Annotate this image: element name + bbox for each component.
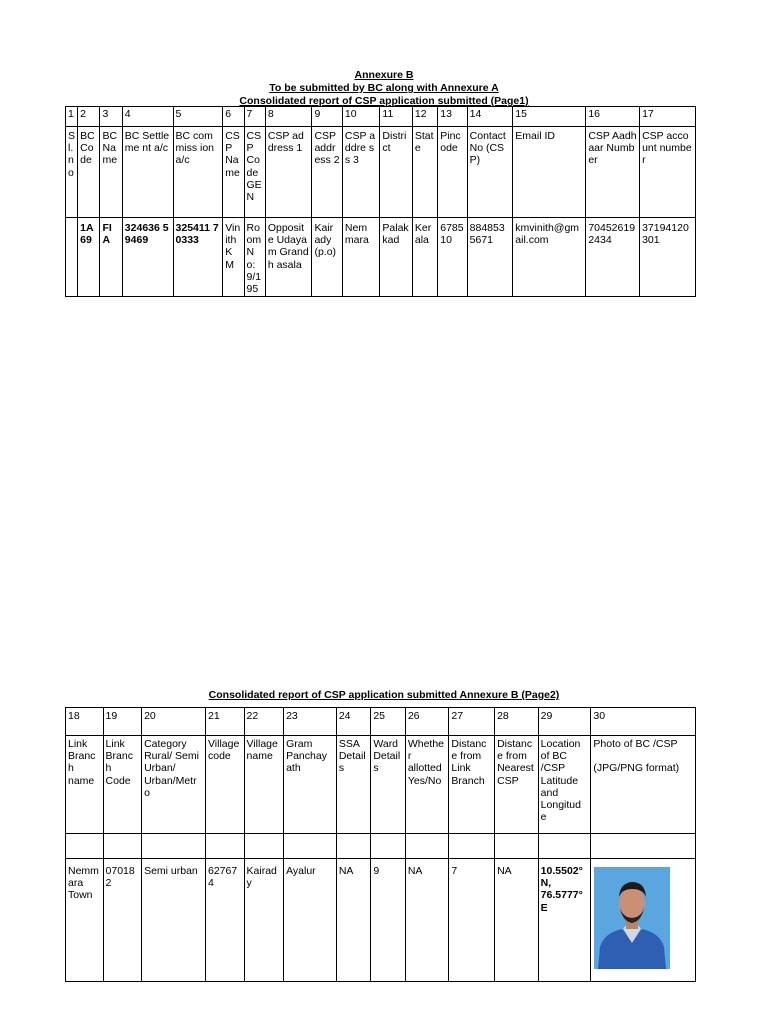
column-number: 8 [265, 107, 312, 127]
column-number: 20 [142, 708, 206, 736]
empty-cell [538, 834, 591, 859]
cell-distance-link-branch: 7 [449, 859, 495, 982]
header-row [66, 736, 696, 834]
header-category: Category Rural/ Semi Urban/ Urban/Metr o [142, 736, 206, 834]
csp-report-table-page2 [65, 707, 696, 982]
column-number: 10 [342, 107, 380, 127]
empty-cell [449, 834, 495, 859]
column-number-row [66, 107, 696, 127]
header-pincode: Pinc ode [438, 127, 467, 218]
cell-contact-no: 884853 5671 [467, 218, 513, 297]
cell-whether-allotted: NA [405, 859, 449, 982]
cell-csp-code: Ro om No: 9/1 95 [244, 218, 265, 297]
cell-gram-panchayath: Ayalur [284, 859, 337, 982]
header-csp-address-2: CSP addr ess 2 [312, 127, 342, 218]
column-number: 24 [336, 708, 370, 736]
header-state: Stat e [412, 127, 437, 218]
cell-bc-name: FI A [100, 218, 122, 297]
cell-link-branch-code: 07018 2 [103, 859, 142, 982]
person-portrait-icon [594, 867, 670, 969]
column-number: 19 [103, 708, 142, 736]
empty-cell [244, 834, 284, 859]
column-number: 5 [173, 107, 223, 127]
column-number: 23 [284, 708, 337, 736]
page1-report-title: Consolidated report of CSP application submitted (Page1) [239, 95, 529, 107]
column-number: 30 [591, 708, 696, 736]
column-number: 12 [412, 107, 437, 127]
column-number: 17 [640, 107, 696, 127]
header-photo [591, 736, 696, 834]
empty-cell [591, 834, 696, 859]
empty-cell [66, 834, 104, 859]
column-number: 2 [78, 107, 100, 127]
column-number: 18 [66, 708, 104, 736]
header-village-name: Village name [244, 736, 284, 834]
cell-csp-name: Vin ith K M [223, 218, 244, 297]
column-number: 9 [312, 107, 342, 127]
photo-format-note: (JPG/PNG format) [593, 762, 680, 775]
column-number: 4 [122, 107, 173, 127]
cell-distance-nearest-csp: NA [495, 859, 539, 982]
header-csp-name: CS P Na me [223, 127, 244, 218]
column-number: 11 [380, 107, 412, 127]
annexure-subtitle: To be submitted by BC along with Annexure A [269, 82, 499, 94]
annexure-title: Annexure B [354, 69, 414, 81]
empty-cell [336, 834, 370, 859]
cell-bc-commission-ac: 325411 70333 [173, 218, 223, 297]
bc-csp-photo [594, 867, 670, 969]
header-contact-no: Contact No (CSP) [467, 127, 513, 218]
header-bc-code: BC Co de [78, 127, 100, 218]
column-number: 3 [100, 107, 122, 127]
header-district: Distri ct [380, 127, 412, 218]
header-aadhaar-number: CSP Aadhaar Number [586, 127, 640, 218]
csp-report-table-page1 [65, 106, 696, 297]
cell-village-name: Kairad y [244, 859, 284, 982]
header-link-branch-code: Link Branc h Code [103, 736, 142, 834]
cell-photo [591, 859, 696, 982]
column-number: 7 [244, 107, 265, 127]
column-number: 28 [495, 708, 539, 736]
header-csp-address-3: CSP addre ss 3 [342, 127, 380, 218]
cell-sl-no [66, 218, 78, 297]
header-village-code: Village code [205, 736, 244, 834]
header-ward-details: Ward Detail s [371, 736, 405, 834]
column-number: 14 [467, 107, 513, 127]
column-number: 13 [438, 107, 467, 127]
column-number: 16 [586, 107, 640, 127]
column-number: 6 [223, 107, 244, 127]
header-whether-allotted: Whethe r allotted Yes/No [405, 736, 449, 834]
cell-village-code: 62767 4 [205, 859, 244, 982]
empty-cell [103, 834, 142, 859]
column-number: 25 [371, 708, 405, 736]
header-distance-nearest-csp: Distanc e from Nearest CSP [495, 736, 539, 834]
cell-email-id: kmvinith@gm ail.com [513, 218, 586, 297]
empty-cell [205, 834, 244, 859]
cell-csp-address-1: Opposit e Udayam Grandh asala [265, 218, 312, 297]
header-bc-settlement-ac: BC Settleme nt a/c [122, 127, 173, 218]
table-row [66, 859, 696, 982]
page2-report-title: Consolidated report of CSP application submitted Annexure B (Page2) [208, 689, 560, 701]
cell-ssa-details: NA [336, 859, 370, 982]
header-link-branch-name: Link Branch name [66, 736, 104, 834]
empty-cell [142, 834, 206, 859]
cell-state: Ker ala [412, 218, 437, 297]
column-number: 1 [66, 107, 78, 127]
header-location: Location of BC /CSP Latitude and Longitud e [538, 736, 591, 834]
column-number-row [66, 708, 696, 736]
empty-cell [495, 834, 539, 859]
header-bc-name: BC Na me [100, 127, 122, 218]
column-number: 21 [205, 708, 244, 736]
cell-account-number: 37194120 301 [640, 218, 696, 297]
cell-bc-settlement-ac: 324636 59469 [122, 218, 173, 297]
header-row [66, 127, 696, 218]
empty-cell [405, 834, 449, 859]
header-photo-label: Photo of BC /CSP [593, 738, 678, 750]
cell-ward-details: 9 [371, 859, 405, 982]
column-number: 29 [538, 708, 591, 736]
cell-category: Semi urban [142, 859, 206, 982]
cell-district: Palak kad [380, 218, 412, 297]
header-ssa-details: SSA Detail s [336, 736, 370, 834]
cell-pincode: 6785 10 [438, 218, 467, 297]
column-number: 15 [513, 107, 586, 127]
table-row [66, 218, 696, 297]
cell-location: 10.5502° N, 76.5777° E [538, 859, 591, 982]
empty-cell [284, 834, 337, 859]
header-bc-commission-ac: BC commiss ion a/c [173, 127, 223, 218]
cell-link-branch-name: Nemm ara Town [66, 859, 104, 982]
header-csp-code: CS P Co de GE N [244, 127, 265, 218]
column-number: 27 [449, 708, 495, 736]
empty-cell [371, 834, 405, 859]
cell-bc-code: 1A 69 [78, 218, 100, 297]
cell-csp-address-2: Kair ady (p.o) [312, 218, 342, 297]
empty-row [66, 834, 696, 859]
header-account-number: CSP account number [640, 127, 696, 218]
cell-csp-address-3: Nem mara [342, 218, 380, 297]
column-number: 26 [405, 708, 449, 736]
header-sl-no: S l. n o [66, 127, 78, 218]
cell-aadhaar-number: 70452619 2434 [586, 218, 640, 297]
header-gram-panchayath: Gram Panchay ath [284, 736, 337, 834]
header-distance-link-branch: Distanc e from Link Branch [449, 736, 495, 834]
header-email-id: Email ID [513, 127, 586, 218]
column-number: 22 [244, 708, 284, 736]
header-csp-address-1: CSP address 1 [265, 127, 312, 218]
